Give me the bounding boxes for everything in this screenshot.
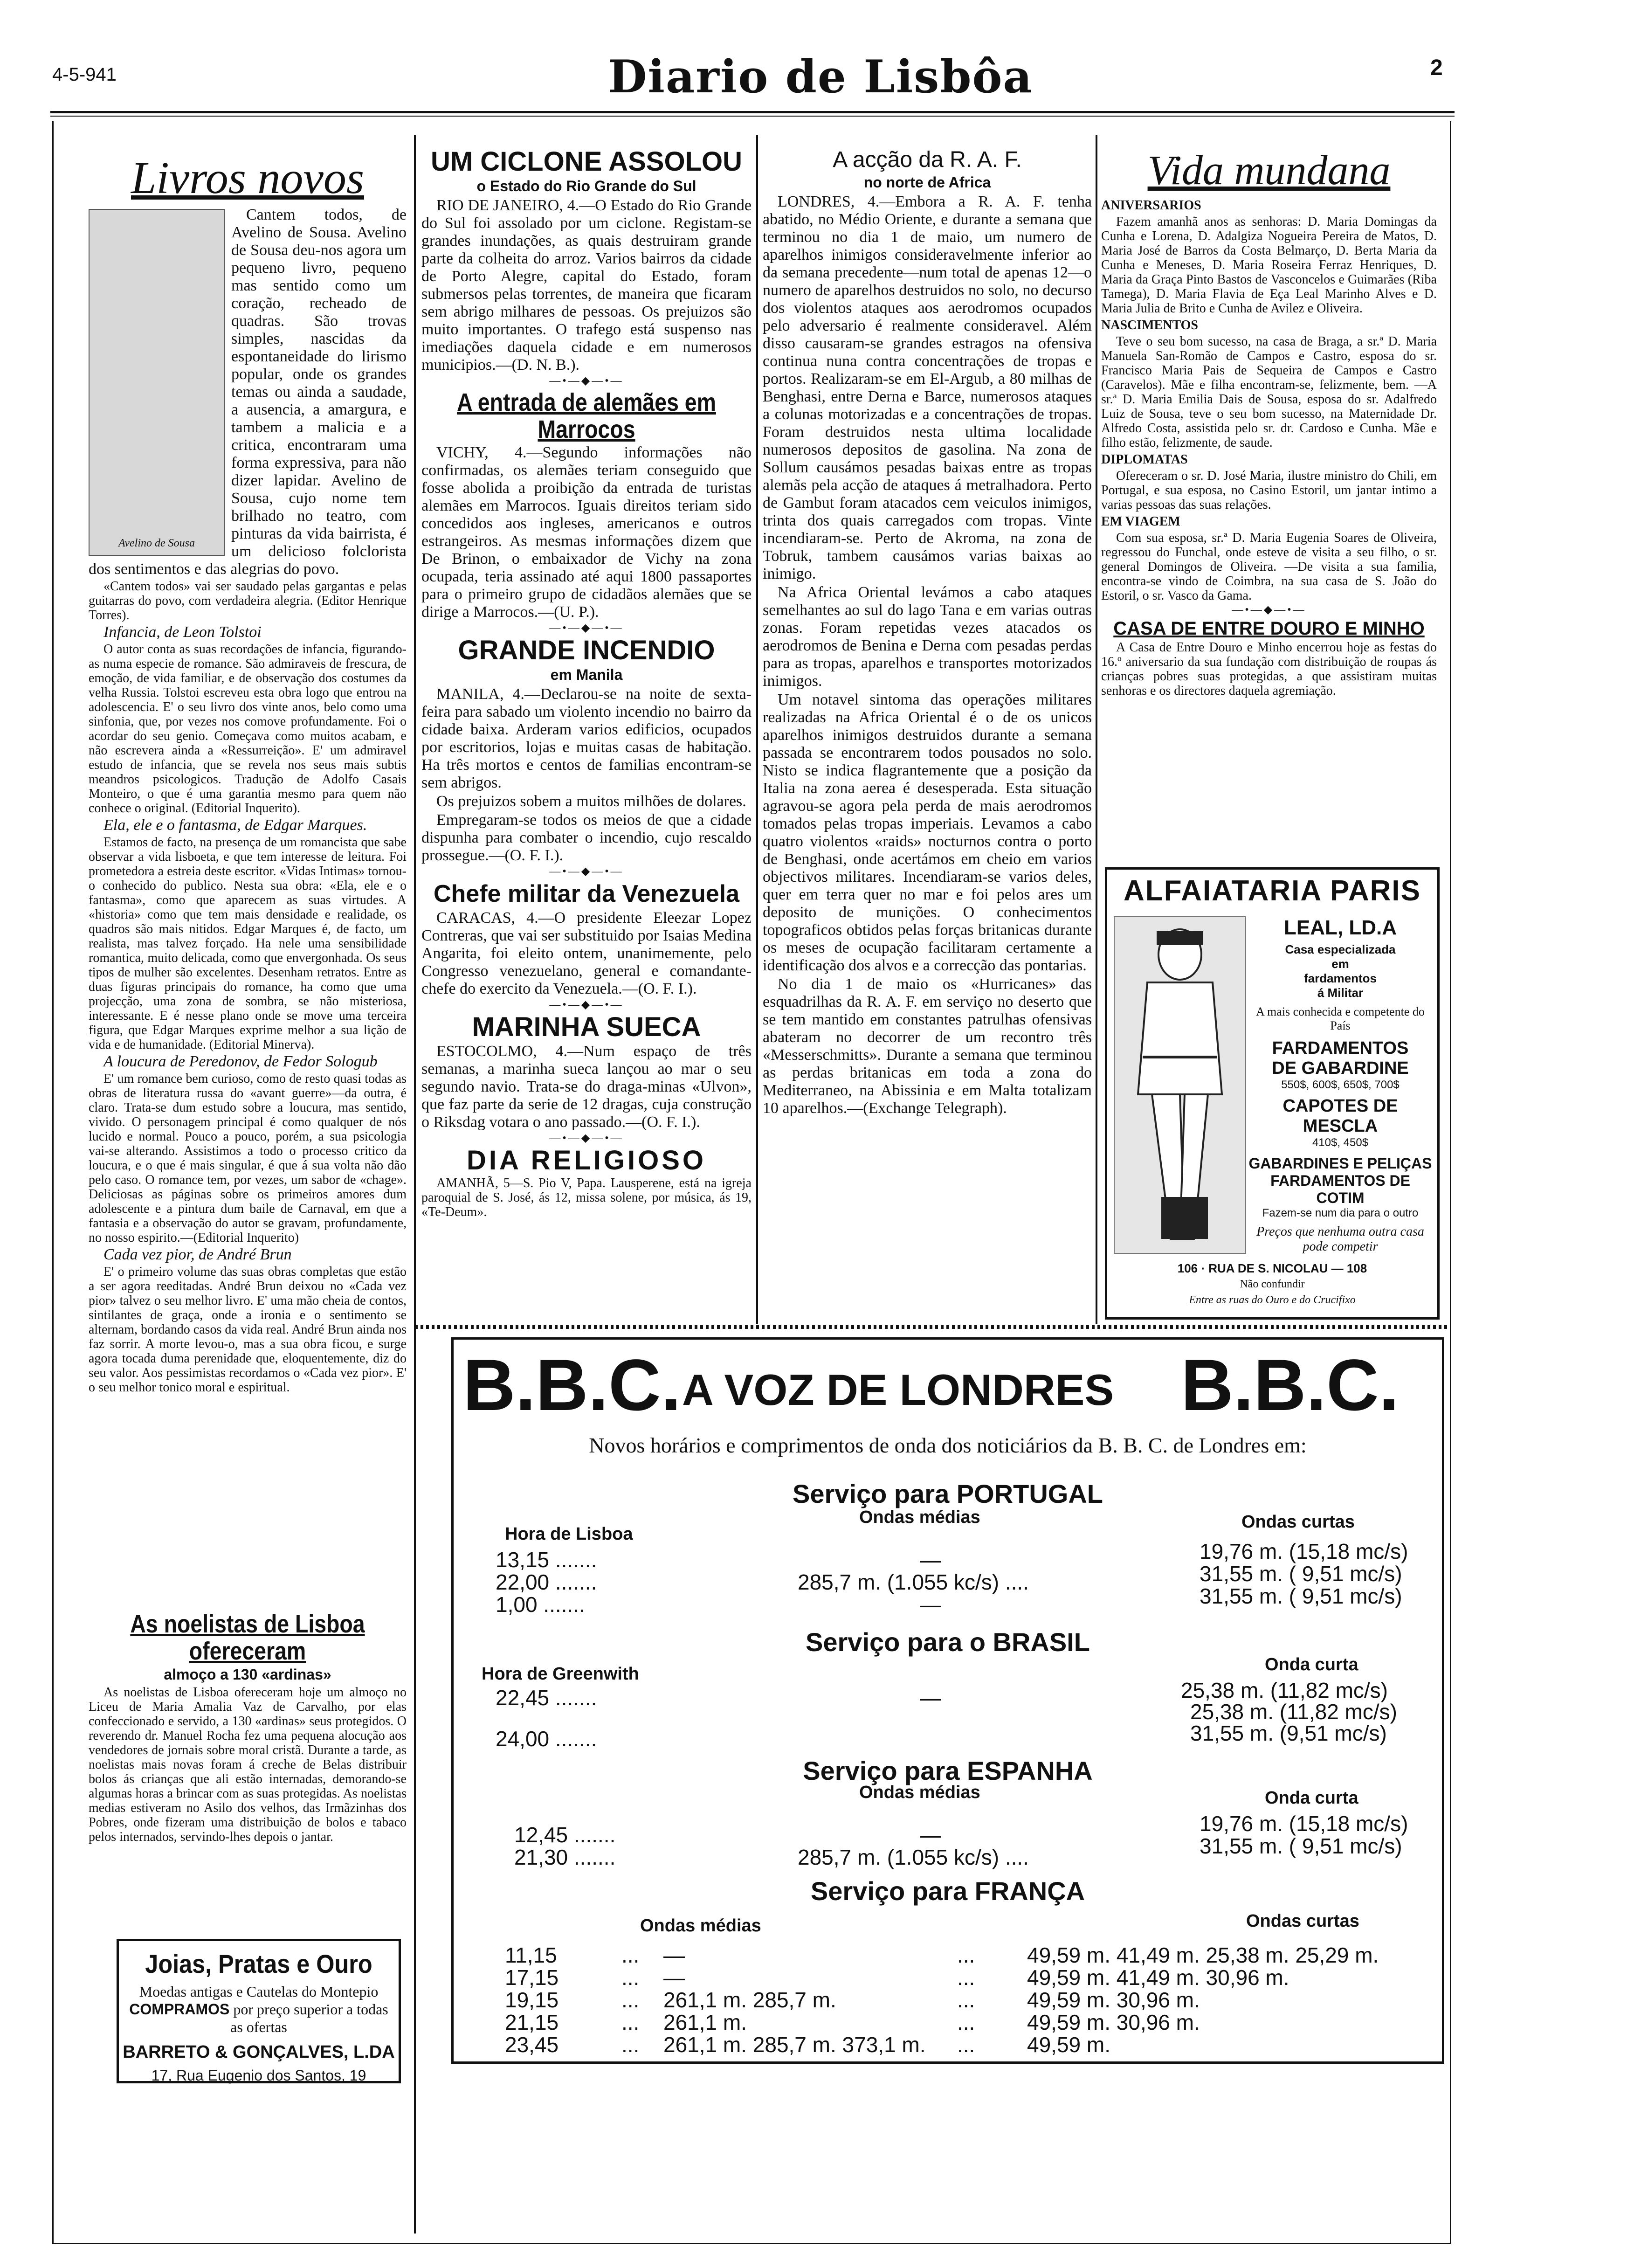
alfaiataria-f2-prices: 410$, 450$ (1312, 1136, 1369, 1149)
franca-curtas: 49,59 m. 30,96 m. (1027, 1988, 1200, 2012)
divider: —•—◆—•— (549, 622, 624, 634)
frame-bottom (52, 2243, 1451, 2244)
franca-dots: ... (621, 2010, 640, 2034)
alfaiataria-precos: Preços que nenhuma outra casa pode competir (1256, 1224, 1424, 1254)
ad-joias-title: Joias, Pratas e Ouro (145, 1949, 372, 1978)
raf-body-1: LONDRES, 4.—Embora a R. A. F. tenha abatido, no Médio Oriente, e durante a semana que terminou no dia 1 de maio, um numero de aparelhos inimigos consideravelmente inferior ao da semana precedente—num total de apenas 12—o numero de aparelhos destruidos no solo, no decurso dos violentos ataques aos aerodromos ocupados pelo adversario é realmente consideravel. Além disso causaram-se grandes estragos na ofensiva continua nuna contra concentrações de tropas e portos. Realizaram-se em El-Argub, a 80 milhas de Benghasi, entre Derna e Barce, numerosos ataques a colunas motorizadas e a concentrações de tropas. Foram destruidos nesta ultima localidade numerosos depositos de gasolina. Na zona de Sollum causámos pesadas baixas entre as tropas alemãs pela acção de ataques á metralhadora. Perto de Gambut foram atacados cem veiculos inimigos, trinta dos quais carregados com tropas. Vinte incendiaram-se. Perto de Akroma, na zona de Tobruk, tambem causámos varias baixas ao inimigo. (763, 193, 1092, 582)
noelistas-body: As noelistas de Lisboa ofereceram hoje um almoço no Liceu de Maria Amalia Vaz de Carvalho, por elas confeccionado e servido, a 130 «ardinas» seus protegidos. O reverendo dr. Manuel Rocha fez uma pequena alocução aos vendedores de jornais sobre moral cristã. Durante a tarde, as noelistas mais novas foram á creche de Belas distribuir bolos ás crianças que ali estão internadas, demorando-se algumas horas a brincar com as suas protegidas. As noelistas medias estiveram no Asilo dos velhos, das Irmãzinhas dos Pobres, onde fizeram uma distribuição de bolos e tabaco pelos internados, servindo-lhes depois o jantar. (89, 1685, 407, 1844)
franca-title: Serviço para FRANÇA (810, 1876, 1085, 1906)
review-cantem: Cantem todos, de Avelino de Sousa. Avelino de Sousa deu-nos agora um pequeno livro, pequeno mas sentido como um coração, recheado de quadras. São trovas simples, nascidas da espontaneidade do lirismo popular, onde os grandes temas ou ainda a saudade, a ausencia, a amargura, e tambem a malicia e a critica, encontraram uma forma expressiva, para não dizer lapidar. Avelino de Sousa, cujo nome tem brilhado no teatro, com pinturas da vida bairrista, é um delicioso folclorista dos sentimentos e das alegrias do povo. (89, 206, 407, 578)
raf-body-4: No dia 1 de maio os «Hurricanes» das esquadrilhas da R. A. F. em serviço no deserto que se tem mantido em constantes patrulhas ofensivas abateram no decorrer de um recontro três «Messerschmitts». Durante a semana que terminou as perdas britanicas em toda a zona do Mediterraneo, na Abissinia e em Malta totalizam 10 aparelhos.—(Exchange Telegraph). (763, 975, 1092, 1117)
ciclone-subtitle: o Estado do Rio Grande do Sul (476, 178, 696, 194)
franca-dots: ... (621, 1965, 640, 1990)
ad-joias (117, 1939, 401, 2083)
alfaiataria-firm: LEAL, LD.A (1284, 916, 1397, 939)
alfaiataria-f3: GABARDINES E PELIÇAS (1248, 1155, 1432, 1172)
franca-medias: — (663, 1943, 685, 1967)
sueca-title: MARINHA SUECA (472, 1012, 701, 1042)
review-cantem-end: «Cantem todos» vai ser saudado pelas gargantas e pelas guitarras do povo, com verdadeira alegria. (Editor Henrique Torres). (89, 579, 407, 622)
franca-time: 21,15 (505, 2010, 559, 2034)
incendio-title: GRANDE INCENDIO (458, 635, 715, 665)
alfaiataria-f2: CAPOTES DE MESCLA (1282, 1096, 1398, 1136)
photo-caption: Avelino de Sousa (118, 537, 195, 549)
espanha-time-1: 12,45 ....... (514, 1823, 616, 1847)
divider: —•—◆—•— (549, 1132, 624, 1144)
aniversarios-body: Fazem amanhã anos as senhoras: D. Maria Domingas da Cunha e Lorena, D. Adalgiza Nogueira Pereira de Matos, D. Maria José de Barros da Costa Belmarço, D. Berta Maria da Cunha e Meneses, D. Maria Roseira Ferraz Henriques, D. Maria da Graça Pinto Bastos de Vasconcelos e Guimarães (Riba Tamega), D. Maria Flavia de Eça Leal Marinho Alves e D. Maria Julia de Brito e Cunha de Avilez e Oliveira. (1101, 214, 1437, 316)
review-cada: E' o primeiro volume das suas obras completas que estão a ser agora reeditadas. André Brun deixou no «Cada vez pior» talvez o seu melhor livro. E' uma mão cheia de contos, sintilantes de graça, onde a ironia e o sentimento se alternam, bordando casos da vida real. André Brun ainda nos faz sorrir. A morte levou-o, mas a sua obra ficou, e surge agora tocada duma perenidade que, eloquentemente, diz do seu valor. Aos pessimistas recordamos o «Cada vez pior». E' o seu melhor tonico moral e espiritual. (89, 1265, 407, 1395)
bbc-intro: Novos horários e comprimentos de onda dos noticiários da B. B. C. de Londres em: (589, 1433, 1307, 1457)
divider: —•—◆—•— (549, 999, 624, 1011)
newspaper-title: Diario de Lisbôa (608, 50, 1033, 103)
portugal-title: Serviço para PORTUGAL (793, 1479, 1103, 1508)
review-loucura-title: A loucura de Peredonov, de Fedor Sologub (103, 1053, 378, 1070)
brasil-curtas-2: 25,38 m. (11,82 mc/s) (1190, 1700, 1397, 1724)
noelistas-title: As noelistas de Lisboa ofereceram (130, 1610, 365, 1665)
divider: —•—◆—•— (1232, 604, 1306, 616)
portugal-hora-label: Hora de Lisboa (505, 1524, 633, 1544)
franca-time: 19,15 (505, 1988, 559, 2012)
alfaiataria-f1: FARDAMENTOS (1272, 1038, 1409, 1058)
viagem-heading: EM VIAGEM (1101, 514, 1180, 529)
espanha-medias-2: 285,7 m. (1.055 kc/s) .... (798, 1845, 1029, 1869)
noelistas-subtitle: almoço a 130 «ardinas» (164, 1666, 331, 1683)
franca-medias: — (663, 1965, 685, 1990)
ad-bbc (451, 1337, 1444, 2064)
franca-time: 23,45 (505, 2033, 559, 2057)
franca-curtas-label: Ondas curtas (1246, 1911, 1359, 1931)
diplomatas-heading: DIPLOMATAS (1101, 452, 1188, 467)
incendio-body-3: Empregaram-se todos os meios de que a cidade dispunha para combater o incendio, cujo rescaldo prossegue.—(O. F. I.). (421, 811, 752, 864)
franca-dots: ... (621, 1943, 640, 1967)
alfaiataria-entre: Entre as ruas do Ouro e do Crucifixo (1189, 1294, 1356, 1306)
franca-time: 17,15 (505, 1965, 559, 1990)
nascimentos-body: Teve o seu bom sucesso, na casa de Braga, a sr.ª D. Maria Manuela San-Romão de Campos e Castro, esposa do sr. Francisco Maria Pais de Sequeira de Campos e Castro (Caravelos). Mãe e filha encontram-se, felizmente, bem. —A sr.ª D. Maria Emilia Dais de Sousa, esposa do sr. Adalfredo Luiz de Sousa, teve o seu bom sucesso, na Maternidade Dr. Alfredo Costa, assistida pelo sr. dr. Cardoso e Cunha. Mãe e filho estão, felizmente, de saude. (1101, 334, 1437, 450)
raf-body-3: Um notavel sintoma das operações militares realizadas na Africa Oriental é o de os unicos aparelhos inimigos destruidos durante a semana passada se encontrarem todos pousados no solo. Nisto se indica flagrantemente que a posição da Italia na zona aerea é desesperada. Esta situação agravou-se agora pela perda de mais aerodromos tomados pelas tropas imperiais. Levamos a cabo quatro violentos «raids» nocturnos contra o porto de Benghasi, onde acertámos em cheio em varios objectivos militares. Incendiaram-se varios deles, quer em terra quer no mar e foi pelos ares um deposito de munições. O conhecimentos topograficos obtidos pelas forças britanicas durante os meses de ocupação facilitaram certamente a identificação dos alvos e a correcção das pontarias. (763, 691, 1092, 974)
divider: —•—◆—•— (549, 865, 624, 878)
brasil-time-1: 22,45 ....... (496, 1686, 597, 1710)
franca-curtas: 49,59 m. (1027, 2033, 1110, 2057)
brasil-medias-1: — (920, 1686, 941, 1710)
alfaiataria-f1b: DE GABARDINE (1272, 1058, 1409, 1078)
venezuela-body: CARACAS, 4.—O presidente Eleezar Lopez Contreras, que vai ser substituido por Isaias Medina Angarita, foi eleito ontem, unanimemente, pelo Congresso venezuelano, general e comandante-chefe do exercito da Venezuela.—(O. F. I.). (421, 909, 752, 997)
aniversarios-heading: ANIVERSARIOS (1101, 198, 1201, 213)
column-rule-1 (414, 135, 416, 2233)
alfaiataria-naoconf: Não confundir (1240, 1278, 1305, 1290)
ciclone-title: UM CICLONE ASSOLOU (430, 146, 743, 177)
masthead-rule (50, 111, 1455, 113)
franca-curtas: 49,59 m. 30,96 m. (1027, 2010, 1200, 2034)
ad-joias-compramos: COMPRAMOS (129, 2001, 230, 2018)
raf-subtitle: no norte de Africa (863, 174, 991, 191)
column-rule-2 (756, 135, 758, 1324)
franca-dots: ... (957, 1943, 975, 1967)
ad-alfaiataria (1105, 867, 1440, 1320)
alfaiataria-f3b: FARDAMENTOS DE COTIM (1270, 1172, 1410, 1206)
franca-dots: ... (621, 2033, 640, 2057)
bbc-headline: A VOZ DE LONDRES (682, 1365, 1114, 1414)
review-loucura: E' um romance bem curioso, como de resto quasi todas as obras de literatura russa do «avant guerre»—da outra, é claro. Trata-se dum estudo sobre a loucura, mas sentido, vivido. O personagem principal é como qualquer de nós lucido e normal. Pouco a pouco, porém, a sua psicologia vai-se alterando. Assistimos a todo o processo critico da loucura, e o que é mais singular, é que á sua volta não dão pelo caso. O romance tem, por vezes, um sabor de «chage». Deliciosas as páginas sobre os primeiros amores dum adolescente e a pintura dum baile de Carnaval, em que a fantasia e a observação do autor se gravam, profundamente, no nosso espirito.—(Editorial Inquerito) (89, 1072, 407, 1245)
incendio-body-2: Os prejuizos sobem a muitos milhões de dolares. (436, 793, 746, 810)
review-infancia-title: Infancia, de Leon Tolstoi (103, 623, 262, 641)
ad-joias-line1c: por preço superior a todas as ofertas (230, 2001, 388, 2035)
raf-body-2: Na Africa Oriental levámos a cabo ataques semelhantes ao sul do lago Tana e em varias outras zonas. Foram repetidas vezes atacados os aerodromos de Benina e Derna com pesadas perdas para as tropas, aparelhos e transportes motorizados inimigos. (763, 584, 1092, 690)
review-ela: Estamos de facto, na presença de um romancista que sabe observar a vida lisboeta, e que tem interesse de leitura. Foi prometedora a estreia deste escritor. «Vidas Intimas» tornou-o conhecido do publico. Nesta sua obra: «Ela, ele e o fantasma», como que aparecem as suas virtudes. A «historia» como que tem mais densidade e realidade, os quadros são mais nitidos. Edgar Marques é, de facto, um realista, mas talvez forçado. Ha nele uma sensibilidade romantica, muito delicada, como que envergonhada. Os seus tipos de mulher são excelentes. Desenham retratos. Entre as duas figuras principais do romance, ha como que uma projecção, uma zona de sombra, se não misteriosa, interessante. E é nesse plano onde se move uma terceira figura, que Edgar Marques exprime melhor a sua lição de vida e de humanidade. (Editorial Minerva). (89, 835, 407, 1052)
franca-medias: 261,1 m. (663, 2010, 747, 2034)
alfaiataria-spec1: Casa especializada (1285, 942, 1396, 956)
franca-dots: ... (957, 2010, 975, 2034)
franca-curtas: 49,59 m. 41,49 m. 30,96 m. (1027, 1965, 1289, 1990)
bbc-logo-left: B.B.C. (463, 1345, 681, 1426)
espanha-time-2: 21,30 ....... (514, 1845, 616, 1869)
religioso-body: AMANHÃ, 5—S. Pio V, Papa. Lausperene, está na igreja paroquial de S. José, ás 12, missa solene, por música, ás 19, «Te-Deum». (421, 1176, 752, 1219)
franca-medias: 261,1 m. 285,7 m. 373,1 m. (663, 2033, 926, 2057)
raf-title: A acção da R. A. F. (833, 147, 1022, 172)
alfaiataria-f3c: Fazem-se num dia para o outro (1262, 1207, 1419, 1219)
bbc-logo-right: B.B.C. (1181, 1345, 1399, 1426)
brasil-curtas-1: 25,38 m. (11,82 mc/s) (1181, 1678, 1388, 1702)
brasil-hora-label: Hora de Greenwith (482, 1664, 639, 1684)
issue-date: 4-5-941 (52, 64, 117, 85)
review-cada-title: Cada vez pior, de André Brun (103, 1246, 292, 1263)
incendio-body-1: MANILA, 4.—Declarou-se na noite de sexta-feira para sabado um violento incendio no bairro da cidade baixa. Arderam varios edificios, ocupados por escritorios, lojas e muitas casas de habitação. Ha três mortos e centos de familias encontram-se sem abrigos. (421, 685, 752, 791)
column-2 (421, 145, 752, 1321)
espanha-medias-1: — (920, 1823, 941, 1847)
portugal-medias-1: — (920, 1548, 941, 1572)
alfaiataria-address: 106 · RUA DE S. NICOLAU — 108 (1177, 1261, 1367, 1275)
ciclone-body: RIO DE JANEIRO, 4.—O Estado do Rio Grande do Sul foi assolado por um ciclone. Registam-se grandes inundações, as quais destruiram grande parte da colheita do arroz. Varios bairros da cidade de Porto Alegre, capital do Estado, foram submersos pelas torrentes, de maneira que ficaram sem abrigo milhares de pessoas. Os prejuizos são muito importantes. O trafego está suspenso nas imediações daquela cidade e em numerosos municipios.—(D. N. B.). (421, 197, 752, 373)
review-infancia: O autor conta as suas recordações de infancia, figurando-as numa especie de romance. São admiraveis de frescura, de emoção, de vida familiar, e de observação dos costumes da velha Russia. Tolstoi escreveu esta obra logo que entrou na adolescencia. E' o seu livro dos vinte anos, belo como uma sinfonia, que, por vezes nos comove profundamente. Foi o acordar do seu genio. Começava como muitos acabam, e não escrevera ainda a «Ressurreição». E' um admiravel estudo de infancia, que se revela nos seus mais subtis meandros psicologicos. Tradução de Adolfo Casais Monteiro, o que é uma garantia mesmo para quem não conhece o original. (Editorial Inquerito). (89, 642, 407, 816)
mundana-column (1101, 148, 1437, 848)
alfaiataria-spec4: á Militar (1317, 986, 1364, 1000)
alfaiataria-title: ALFAIATARIA PARIS (1124, 875, 1421, 907)
portugal-time-3: 1,00 ....... (496, 1592, 585, 1617)
raf-article (763, 145, 1092, 1321)
marrocos-title: A entrada de alemães em Marrocos (457, 388, 716, 443)
ad-joias-address: 17, Rua Eugenio dos Santos, 19 (151, 2067, 366, 2084)
livros-title: Livros novos (131, 154, 364, 203)
divider: —•—◆—•— (549, 375, 624, 387)
alfaiataria-spec2: em (1331, 957, 1349, 971)
franca-medias: 261,1 m. 285,7 m. (663, 1988, 836, 2012)
mundana-title: Vida mundana (1147, 148, 1391, 194)
frame-right (1450, 121, 1451, 2243)
espanha-curtas-2: 31,55 m. ( 9,51 mc/s) (1200, 1834, 1402, 1858)
brasil-title: Serviço para o BRASIL (806, 1627, 1090, 1657)
portugal-time-1: 13,15 ....... (496, 1548, 597, 1572)
soldier-illustration (1114, 916, 1246, 1254)
ornamental-rule (415, 1325, 1450, 1329)
portugal-curtas-2: 31,55 m. ( 9,51 mc/s) (1200, 1562, 1402, 1586)
review-ela-title: Ela, ele e o fantasma, de Edgar Marques. (103, 816, 367, 834)
livros-column (89, 154, 407, 1604)
sueca-body: ESTOCOLMO, 4.—Num espaço de três semanas, a marinha sueca lançou ao mar o seu segundo navio. Trata-se do draga-minas «Ulvon», que faz parte da serie de 12 dragas, cuja construção o Riksdag votara o ano passado.—(O. F. I.). (421, 1043, 752, 1131)
page-number: 2 (1430, 55, 1443, 80)
espanha-curtas-1: 19,76 m. (15,18 mc/s) (1200, 1812, 1408, 1836)
espanha-title: Serviço para ESPANHA (803, 1756, 1093, 1785)
espanha-curta-label: Onda curta (1265, 1788, 1358, 1808)
franca-dots: ... (621, 1988, 640, 2012)
portugal-curtas-label: Ondas curtas (1241, 1512, 1355, 1532)
viagem-body: Com sua esposa, sr.ª D. Maria Eugenia Soares de Oliveira, regressou do Funchal, onde esteve de visita a seu filho, o sr. general Domingos de Oliveira. —De visita a sua familia, encontra-se vindo de Coimbra, na sua casa de S. João do Estoril, o sr. Vasco da Gama. (1101, 531, 1437, 603)
brasil-curtas-3: 31,55 m. (9,51 mc/s) (1190, 1721, 1387, 1745)
marrocos-body: VICHY, 4.—Segundo informações não confirmadas, os alemães teriam conseguido que fosse abolida a proibição da entrada de turistas alemães em Marrocos. Iguais direitos teriam sido concedidos aos ingleses, americanos e outros estrangeiros. As mesmas informações dizem que De Brinon, o embaixador de Vichy na zona ocupada, teria assinado até aqui 1800 passaportes para o primeiro grupo de cidadãos alemães que se dirige a Marrocos.—(U. P.). (421, 444, 752, 621)
soldier-figure-icon (1115, 917, 1245, 1253)
franca-dots: ... (957, 2033, 975, 2057)
franca-dots: ... (957, 1988, 975, 2012)
douro-body: A Casa de Entre Douro e Minho encerrou hoje as festas do 16.º aniversario da sua fundação com distribuição de roupas ás crianças pobres suas protegidas, a que assistiram muitas senhoras e os directores daquela agremiação. (1101, 640, 1437, 698)
portugal-time-2: 22,00 ....... (496, 1570, 597, 1594)
douro-title: CASA DE ENTRE DOURO E MINHO (1113, 618, 1425, 639)
nascimentos-heading: NASCIMENTOS (1101, 318, 1198, 332)
franca-medias-label: Ondas médias (640, 1916, 761, 1936)
venezuela-title: Chefe militar da Venezuela (433, 880, 740, 907)
portugal-medias-label: Ondas médias (859, 1507, 980, 1527)
alfaiataria-conhecida: A mais conhecida e competente do País (1256, 1005, 1425, 1032)
alfaiataria-spec3: fardamentos (1303, 971, 1377, 985)
incendio-subtitle: em Manila (550, 666, 623, 683)
ad-joias-firm: BARRETO & GONÇALVES, L.DA (123, 2042, 395, 2062)
franca-dots: ... (957, 1965, 975, 1990)
author-photo (89, 209, 225, 556)
masthead-rule-thin (50, 116, 1455, 117)
espanha-medias-label: Ondas médias (859, 1783, 980, 1802)
alfaiataria-f1-prices: 550$, 600$, 650$, 700$ (1281, 1079, 1400, 1091)
diplomatas-body: Ofereceram o sr. D. José Maria, ilustre ministro do Chili, em Portugal, e sua esposa, no Casino Estoril, um jantar intimo a varias pessoas das suas relações. (1101, 469, 1437, 512)
portugal-medias-3: — (920, 1592, 941, 1617)
brasil-curta-label: Onda curta (1265, 1655, 1358, 1674)
portugal-curtas-1: 19,76 m. (15,18 mc/s) (1200, 1539, 1408, 1563)
noelistas-article (89, 1609, 407, 1935)
portugal-medias-2: 285,7 m. (1.055 kc/s) .... (798, 1570, 1029, 1594)
franca-curtas: 49,59 m. 41,49 m. 25,38 m. 25,29 m. (1027, 1943, 1379, 1967)
portugal-curtas-3: 31,55 m. ( 9,51 mc/s) (1200, 1584, 1402, 1608)
frame-left (52, 121, 54, 2243)
column-rule-3 (1096, 135, 1097, 1324)
religioso-title: DIA RELIGIOSO (466, 1145, 707, 1175)
brasil-time-2: 24,00 ....... (496, 1727, 597, 1751)
ad-joias-line1: Moedas antigas e Cautelas do Montepio (139, 1983, 379, 2000)
franca-time: 11,15 (505, 1943, 557, 1967)
